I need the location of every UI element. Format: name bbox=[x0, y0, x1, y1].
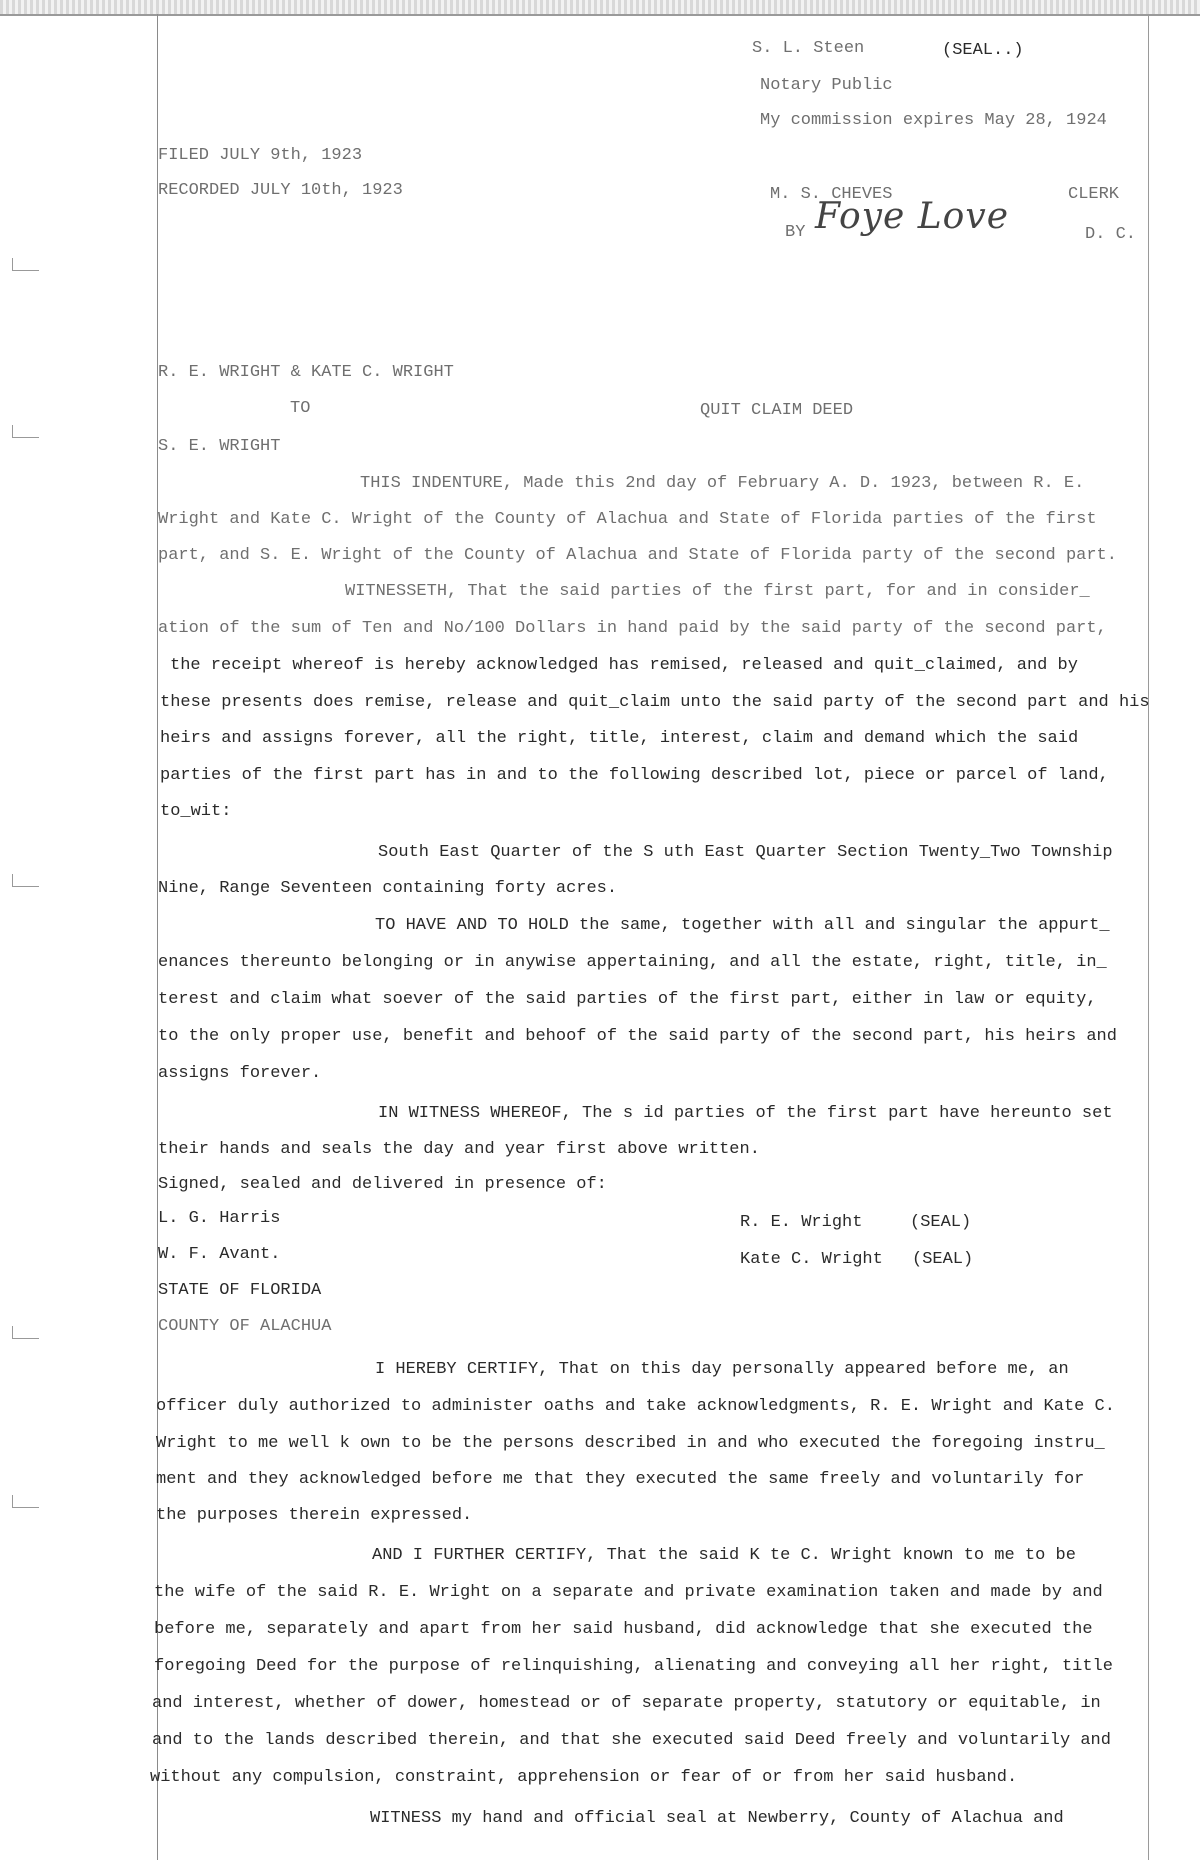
body-line: Signed, sealed and delivered in presence of: bbox=[158, 1175, 607, 1194]
body-line: parties of the first part has in and to the following described lot, piece or parcel of land, bbox=[160, 766, 1109, 785]
clerk-signature: Foye Love bbox=[815, 196, 1009, 237]
body-line: IN WITNESS WHEREOF, The s id parties of the first part have hereunto set bbox=[378, 1104, 1113, 1123]
legal-description: Nine, Range Seventeen containing forty acres. bbox=[158, 879, 618, 898]
body-line: THIS INDENTURE, Made this 2nd day of February A. D. 1923, between R. E. bbox=[360, 474, 1085, 493]
seal-1: (SEAL) bbox=[910, 1213, 972, 1232]
legal-description: South East Quarter of the S uth East Quarter Section Twenty_Two Township bbox=[378, 843, 1113, 862]
filed-date: FILED JULY 9th, 1923 bbox=[158, 146, 363, 165]
body-line: terest and claim what soever of the said parties of the first part, either in law or equity, bbox=[158, 990, 1097, 1009]
to-label: TO bbox=[290, 399, 311, 418]
grantor-signature-1: R. E. Wright bbox=[740, 1213, 863, 1232]
body-line: heirs and assigns forever, all the right, title, interest, claim and demand which the said bbox=[160, 729, 1079, 748]
body-line: to_wit: bbox=[160, 802, 232, 821]
ack-line: foregoing Deed for the purpose of relinquishing, alienating and conveying all her right, title bbox=[154, 1657, 1113, 1676]
margin-tick bbox=[12, 1495, 39, 1508]
deed-title: QUIT CLAIM DEED bbox=[700, 401, 854, 420]
margin-tick bbox=[12, 874, 39, 887]
witness-2: W. F. Avant. bbox=[158, 1245, 281, 1264]
venue-state: STATE OF FLORIDA bbox=[158, 1281, 322, 1300]
body-line: WITNESSETH, That the said parties of the first part, for and in consider_ bbox=[345, 582, 1090, 601]
body-line: their hands and seals the day and year first above written. bbox=[158, 1140, 760, 1159]
ack-line: before me, separately and apart from her said husband, did acknowledge that she executed the bbox=[154, 1620, 1093, 1639]
notary-name: S. L. Steen bbox=[752, 39, 865, 58]
body-line: to the only proper use, benefit and behoof of the said party of the second part, his heirs and bbox=[158, 1027, 1117, 1046]
ack-line: without any compulsion, constraint, apprehension or fear of or from her said husband. bbox=[150, 1768, 1018, 1787]
grantee: S. E. WRIGHT bbox=[158, 437, 281, 456]
margin-tick bbox=[12, 258, 39, 271]
ack-line: WITNESS my hand and official seal at Newberry, County of Alachua and bbox=[370, 1809, 1064, 1828]
venue-county: COUNTY OF ALACHUA bbox=[158, 1317, 332, 1336]
ack-line: the wife of the said R. E. Wright on a separate and private examination taken and made by and bbox=[154, 1583, 1103, 1602]
body-line: these presents does remise, release and quit_claim unto the said party of the second part and his bbox=[160, 693, 1150, 712]
ack-line: officer duly authorized to administer oaths and take acknowledgments, R. E. Wright and Kate C. bbox=[156, 1397, 1115, 1416]
recorded-date: RECORDED JULY 10th, 1923 bbox=[158, 181, 403, 200]
body-line: enances thereunto belonging or in anywise appertaining, and all the estate, right, title, in_ bbox=[158, 953, 1107, 972]
margin-tick bbox=[12, 1326, 39, 1339]
ack-line: AND I FURTHER CERTIFY, That the said K te C. Wright known to me to be bbox=[372, 1546, 1076, 1565]
deputy-clerk: D. C. bbox=[1085, 225, 1137, 244]
ack-line: and interest, whether of dower, homestead or of separate property, statutory or equitable, in bbox=[152, 1694, 1101, 1713]
notary-title: Notary Public bbox=[760, 76, 893, 95]
clerk-title: CLERK bbox=[1068, 185, 1120, 204]
body-line: part, and S. E. Wright of the County of Alachua and State of Florida party of the second part. bbox=[158, 546, 1117, 565]
body-line: Wright and Kate C. Wright of the County of Alachua and State of Florida parties of the first bbox=[158, 510, 1097, 529]
ack-line: Wright to me well k own to be the persons described in and who executed the foregoing instru_ bbox=[156, 1434, 1105, 1453]
ack-line: and to the lands described therein, and that she executed said Deed freely and voluntarily and bbox=[152, 1731, 1111, 1750]
grantors: R. E. WRIGHT & KATE C. WRIGHT bbox=[158, 363, 454, 382]
ack-line: I HEREBY CERTIFY, That on this day personally appeared before me, an bbox=[375, 1360, 1069, 1379]
ack-line: the purposes therein expressed. bbox=[156, 1506, 473, 1525]
body-line: assigns forever. bbox=[158, 1064, 322, 1083]
seal-2: (SEAL) bbox=[912, 1250, 974, 1269]
top-border bbox=[0, 0, 1200, 16]
commission-expiry: My commission expires May 28, 1924 bbox=[760, 111, 1107, 130]
margin-tick bbox=[12, 425, 39, 438]
by-label: BY bbox=[785, 223, 806, 242]
witness-1: L. G. Harris bbox=[158, 1209, 281, 1228]
ack-line: ment and they acknowledged before me that they executed the same freely and voluntarily for bbox=[156, 1470, 1085, 1489]
clerk-name: M. S. CHEVES bbox=[770, 185, 893, 204]
body-line: ation of the sum of Ten and No/100 Dollars in hand paid by the said party of the second part, bbox=[158, 619, 1107, 638]
body-line: TO HAVE AND TO HOLD the same, together with all and singular the appurt_ bbox=[375, 916, 1110, 935]
body-line: the receipt whereof is hereby acknowledged has remised, released and quit_claimed, and by bbox=[170, 656, 1078, 675]
grantor-signature-2: Kate C. Wright bbox=[740, 1250, 883, 1269]
right-margin-rule bbox=[1148, 14, 1149, 1860]
notary-seal: (SEAL..) bbox=[942, 41, 1024, 60]
